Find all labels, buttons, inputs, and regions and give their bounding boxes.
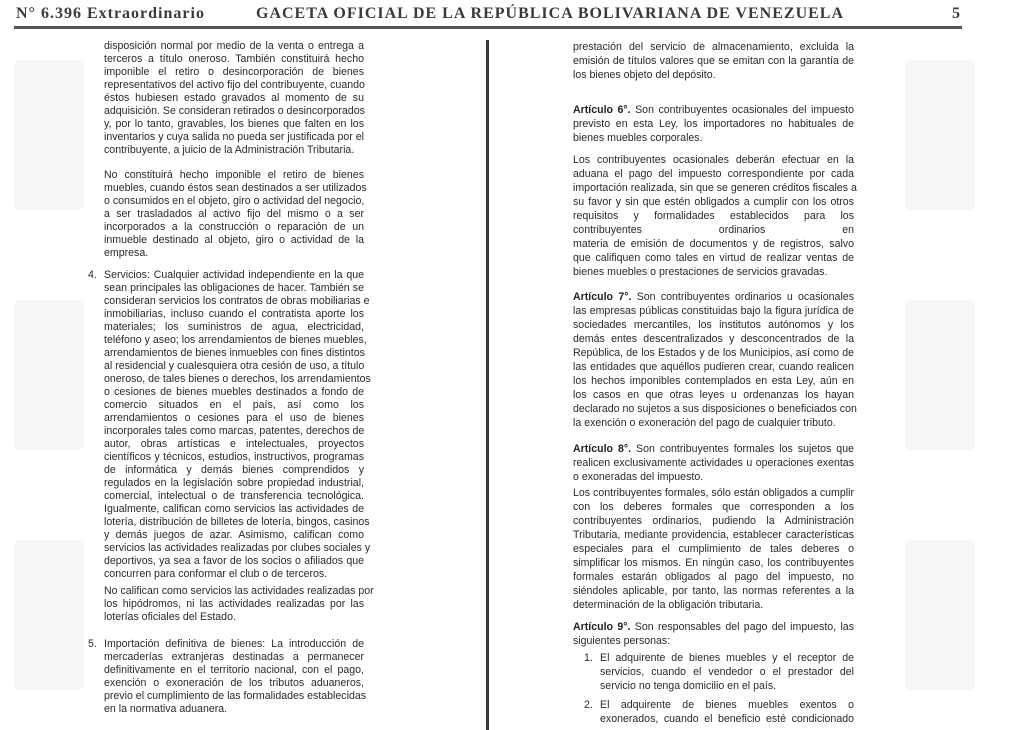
text-line: siguientes personas:: [573, 635, 671, 647]
text-line: muebles, cuando éstos sean destinados a ser utilizados: [104, 182, 367, 194]
text-line: [573, 442, 854, 456]
text-line: bienes muebles o prestaciones de servicios gravadas.: [573, 266, 828, 278]
text-line: oneroso, de tales bienes o derechos, los arrendamientos: [104, 373, 371, 385]
text-line: bienes muebles corporales.: [573, 132, 703, 144]
text-line: arrendamientos de bienes inmuebles con fines distintos: [104, 347, 365, 359]
list-item: [88, 638, 367, 716]
text-line: determinación de la obligación tributaria.: [573, 599, 764, 611]
text-line: regulados en la legislación sobre propiedad industrial,: [104, 477, 364, 489]
text-line: Servicios: Cualquier actividad independiente en la que: [104, 269, 364, 281]
watermark-logo: [14, 300, 84, 450]
text-line: prestación del servicio de almacenamiento, excluida la: [573, 41, 854, 53]
text-line: terceros a título oneroso. También constituirá hecho: [104, 53, 364, 65]
paragraph: [104, 40, 364, 157]
text-line: requisitos y formalidades establecidos para los: [573, 210, 854, 222]
list-number: 2.: [584, 699, 593, 711]
article-heading: Artículo 6°.: [573, 104, 631, 116]
text-line: demás entes descentralizados y desconcentrados de la: [573, 333, 854, 345]
text-line: incorporales tales como marcas, patentes, derechos de: [104, 425, 365, 437]
article-heading: Artículo 7°.: [573, 291, 632, 303]
watermark-logo: [905, 60, 975, 210]
list-item: [88, 269, 371, 581]
article-heading: Artículo 8°.: [573, 443, 632, 455]
text-line: [573, 290, 854, 304]
text-line: autor, obras artísticas e intelectuales, proyectos: [104, 438, 364, 450]
text-line: inventarios y cuya salida no pueda ser justificada por el: [104, 131, 364, 143]
text-line: Igualmente, califican como servicios las actividades de: [104, 503, 364, 515]
paragraph: [573, 153, 857, 279]
text-line: de informática y demás bienes comprendidos y: [104, 464, 364, 476]
watermark-logo: [905, 300, 975, 450]
text-line: Los contribuyentes formales, sólo están obligados a cumplir: [573, 487, 854, 499]
text-line: representativos del activo fijo del contribuyente, cuando: [104, 79, 365, 91]
text-line: las entidades que aquéllos pudieren crear, cuando realicen: [573, 361, 854, 373]
header-rule: [14, 26, 962, 29]
text-line: las empresas públicas constituidas bajo la figura jurídica de: [573, 305, 854, 317]
text-line: y, por lo tanto, gravables, los bienes que falten en los: [104, 118, 364, 130]
text-line: adquisición. Se consideran retirados o desincorporados: [104, 105, 365, 117]
text-line: teléfono y aseo; los arrendamientos de bienes muebles,: [104, 334, 367, 346]
text-line: arrendamientos o cesiones para el uso de bienes: [104, 412, 364, 424]
text-line: al residencial y cualesquiera otra cesión de uso, a título: [104, 360, 365, 372]
text-line: [573, 103, 854, 117]
text-line: mercaderías extranjeras destinadas a permanecer: [104, 651, 364, 663]
text-line: consideran servicios los contratos de obras mobiliarias e: [104, 295, 370, 307]
article-paragraph: [573, 290, 857, 430]
text-line: siéndoles aplicable, por tanto, las normas referentes a la: [573, 585, 854, 597]
text-line: República, de los Estados y de los Municipios, así como de: [573, 347, 854, 359]
watermark-logo: [905, 540, 975, 690]
text-line: los casos en que otras leyes u ordenanzas los hayan: [573, 389, 854, 401]
text-line: empresa.: [104, 247, 149, 259]
text-line: incorporados a la construcción o reparación de un: [104, 221, 364, 233]
text-line: El adquirente de bienes muebles exentos o: [600, 699, 854, 711]
text-line: en la normativa aduanera.: [104, 703, 228, 715]
text-line: No califican como servicios las actividades realizadas por: [104, 585, 374, 597]
text-line: simplificar los mismos. En ningún caso, los contribuyentes: [573, 557, 854, 569]
article-text: Son contribuyentes ordinarios u ocasionales: [631, 291, 854, 303]
text-line: Importación definitiva de bienes: La introducción de: [104, 638, 364, 650]
text-line: loterías oficiales del Estado.: [104, 611, 236, 623]
article-text: Son contribuyentes ocasionales del impuesto: [630, 104, 854, 116]
text-line: sociedades mercantiles, los institutos autónomos y los: [573, 319, 854, 331]
article-text: Son responsables del pago del impuesto, las: [630, 621, 854, 633]
column-divider: [486, 40, 489, 730]
text-line: comercial, intelectual o de transferencia tecnológica.: [104, 490, 364, 502]
text-line: realicen exclusivamente actividades u operaciones exentas: [573, 457, 854, 469]
text-line: previsto en esta Ley, los importadores no habituales de: [573, 118, 854, 130]
paragraph: [104, 169, 367, 260]
text-line: imponible el retiro o desincorporación de bienes: [104, 66, 364, 78]
text-line: con los deberes formales que corresponden a los: [573, 501, 854, 513]
text-line: y demás juegos de azar. Asimismo, califican como: [104, 529, 364, 541]
paragraph: [573, 40, 854, 82]
text-line: No constituirá hecho imponible el retiro de bienes: [104, 169, 364, 181]
text-line: sean principales las obligaciones de hacer. También se: [104, 282, 364, 294]
text-line: concurren para conformar el club o de terceros.: [104, 568, 328, 580]
text-line: Tributaria, mediante providencia, establecer características: [573, 529, 854, 541]
text-line: especiales para el cumplimiento de tales deberes o: [573, 543, 854, 555]
text-line: Los contribuyentes ocasionales deberán efectuar en la: [573, 154, 854, 166]
text-line: servicios, cuando el vendedor o el prestador del: [600, 666, 854, 678]
text-line: [573, 620, 854, 634]
text-line: o consumidos en el objeto, giro o actividad del negocio,: [104, 195, 365, 207]
text-line: exención o exoneración de los tributos aduaneros,: [104, 677, 364, 689]
text-line: declarado no sujetos a sus disposiciones o beneficiados con: [573, 403, 857, 415]
watermark-logo: [14, 540, 84, 690]
article-paragraph: [573, 442, 854, 484]
text-line: previo el cumplimiento de las formalidades establecidas: [104, 690, 367, 702]
text-line: la exención o exoneración del pago de cualquier tributo.: [573, 417, 836, 429]
text-line: emisión de títulos valores que se emitan con la garantía de: [573, 55, 854, 67]
paragraph: [104, 585, 374, 624]
list-item: [584, 651, 854, 693]
text-line: los hipódromos, ni las actividades realizadas por las: [104, 598, 364, 610]
text-line: inmueble destinado al objeto, giro o actividad de la: [104, 234, 364, 246]
text-line: o cesiones de bienes muebles destinados a fondo de: [104, 386, 364, 398]
text-line: El adquirente de bienes muebles y el receptor de: [600, 652, 854, 664]
text-line: contribuyente, a juicio de la Administración Tributaria.: [104, 144, 355, 156]
list-number: 4.: [88, 269, 97, 281]
text-line: los hechos imponibles contemplados en esta Ley, aún en: [573, 375, 854, 387]
text-line: éstos hubiesen estado gravados al momento de su: [104, 92, 364, 104]
article-paragraph: [573, 620, 854, 648]
text-line: lotería, distribución de billetes de lotería, bingos, casinos: [104, 516, 370, 528]
text-line: servicios las actividades realizadas por clubes sociales y: [104, 542, 371, 554]
text-line: servicio no tenga domicilio en el país.: [600, 680, 777, 692]
text-line: exonerados, cuando el beneficio esté condicionado: [600, 713, 854, 725]
text-line: inmobiliarias, incluso cuando el contratista aporte los: [104, 308, 364, 320]
text-line: científicos y técnicos, estudios, instructivos, programas: [104, 451, 364, 463]
text-line: materiales; los suministros de agua, electricidad,: [104, 321, 364, 333]
text-line: contribuyentes ordinarios en: [573, 224, 854, 236]
text-line: formales estarán obligados al pago del impuesto, no: [573, 571, 854, 583]
watermark-logo: [14, 60, 84, 210]
text-line: materia de emisión de documentos y de registros, salvo: [573, 238, 854, 250]
article-paragraph: [573, 103, 854, 145]
text-line: contribuyentes ordinarios, pudiendo la Administración: [573, 515, 854, 527]
article-heading: Artículo 9°.: [573, 621, 631, 633]
text-line: aduana el pago del impuesto correspondiente por cada: [573, 168, 854, 180]
paragraph: [573, 486, 854, 612]
text-line: los bienes objeto del depósito.: [573, 69, 716, 81]
text-line: deportivos, ya sea a favor de los socios o afiliados que: [104, 555, 364, 567]
list-number: 5.: [88, 638, 97, 650]
text-line: disposición normal por medio de la venta o entrega a: [104, 40, 364, 52]
text-line: definitivamente en el territorio nacional, con el pago,: [104, 664, 364, 676]
text-line: comercio situados en el país, así como los: [104, 399, 364, 411]
page-number: 5: [952, 5, 961, 22]
text-line: a ser trasladados al activo fijo del mismo o a ser: [104, 208, 364, 220]
text-line: o exoneradas del impuesto.: [573, 471, 704, 483]
text-line: que califiquen como tales en virtud de realizar ventas de: [573, 252, 854, 264]
gazette-title: GACETA OFICIAL DE LA REPÚBLICA BOLIVARIANA DE VENEZUELA: [256, 5, 845, 22]
article-text: Son contribuyentes formales los sujetos que: [631, 443, 854, 455]
list-number: 1.: [584, 652, 593, 664]
issue-number: N° 6.396 Extraordinario: [16, 5, 205, 22]
text-line: su favor y sin que estén obligados a cumplir con los otros: [573, 196, 854, 208]
text-line: importación realizada, sin que se generen créditos fiscales a: [573, 182, 857, 194]
